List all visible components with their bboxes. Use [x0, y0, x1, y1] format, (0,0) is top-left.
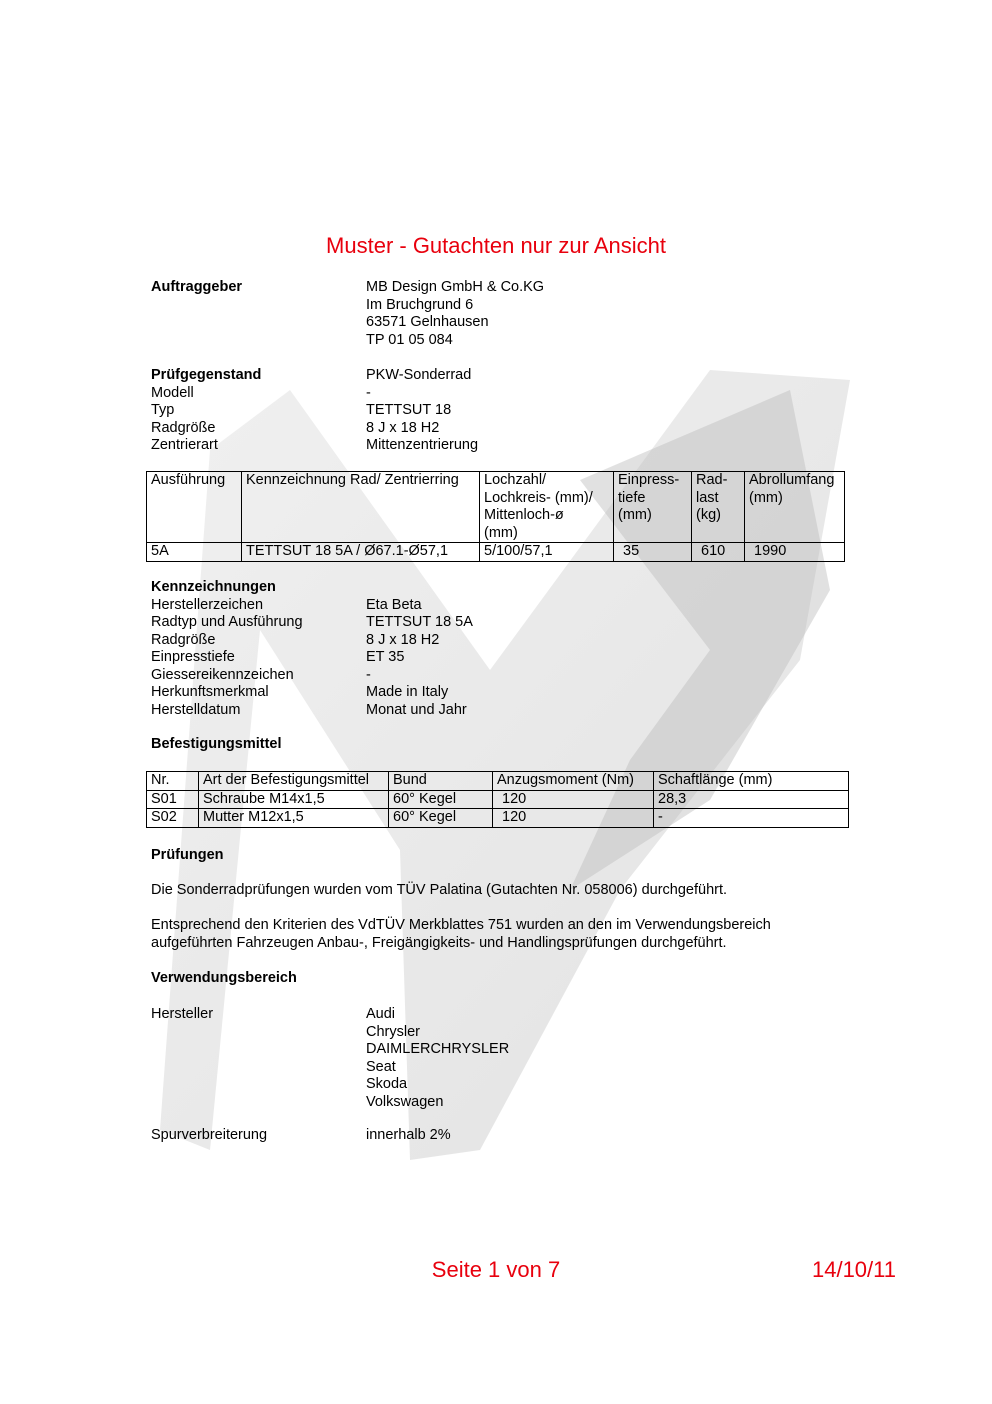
track-widening-row: [151, 1127, 451, 1145]
manufacturer-item: Seat: [366, 1058, 396, 1075]
scope-heading: Verwendungsbereich: [151, 970, 297, 986]
table-cell: 120: [493, 790, 654, 809]
field-value: -: [366, 384, 371, 401]
client-line: MB Design GmbH & Co.KG: [366, 279, 545, 295]
table-header-cell: Nr.: [147, 772, 199, 791]
field-label: Typ: [151, 402, 175, 418]
table-cell: 5A: [147, 543, 242, 562]
table-cell: Schraube M14x1,5: [199, 790, 389, 809]
table-cell: -: [654, 809, 849, 828]
client-line: Im Bruchgrund 6: [366, 296, 474, 313]
table-cell: 35: [614, 543, 692, 562]
table-row: [147, 809, 849, 828]
field-label: Einpresstiefe: [151, 649, 235, 665]
manufacturer-item: Audi: [366, 1006, 396, 1022]
field-label: Herstelldatum: [151, 701, 241, 718]
manufacturer-item: Chrysler: [366, 1023, 420, 1040]
document-title: Muster - Gutachten nur zur Ansicht: [326, 233, 666, 258]
table-header-row: [147, 472, 845, 543]
document-date: 14/10/11: [811, 1257, 896, 1282]
table-header-cell: Rad- last (kg): [692, 472, 745, 543]
table-cell: 28,3: [654, 790, 849, 809]
table-header-row: [147, 772, 849, 791]
field-label: Giessereikennzeichen: [151, 666, 294, 683]
client-line: TP 01 05 084: [366, 331, 453, 348]
paragraph-line: Entsprechend den Kriterien des VdTÜV Merkblattes 751 wurden an den im Verwendungsbereich: [151, 917, 771, 933]
markings-section: [151, 579, 473, 719]
table-header-cell: Lochzahl/ Lochkreis- (mm)/ Mittenloch-ø (mm): [480, 472, 614, 543]
table-cell: Mutter M12x1,5: [199, 809, 389, 828]
client-label: Auftraggeber: [151, 279, 243, 295]
field-value: 8 J x 18 H2: [366, 419, 440, 436]
table-cell: 60° Kegel: [389, 790, 493, 809]
field-value: -: [366, 666, 371, 683]
track-widening-value: innerhalb 2%: [366, 1127, 451, 1143]
table-header-cell: Bund: [389, 772, 493, 791]
test-object-section: [151, 367, 478, 455]
field-label: Radgröße: [151, 419, 216, 436]
paragraph-line: aufgeführten Fahrzeugen Anbau-, Freigängigkeits- und Handlingsprüfungen durchgeführt.: [151, 934, 727, 951]
manufacturers-section: [151, 1006, 509, 1111]
fasteners-table: [146, 771, 849, 828]
tests-paragraph: Die Sonderradprüfungen wurden vom TÜV Palatina (Gutachten Nr. 058006) durchgeführt.: [151, 882, 728, 898]
table-cell: 610: [692, 543, 745, 562]
table-header-cell: Schaftlänge (mm): [654, 772, 849, 791]
field-label: Herstellerzeichen: [151, 596, 264, 613]
table-row: [147, 790, 849, 809]
manufacturers-label: Hersteller: [151, 1006, 214, 1022]
table-cell: 1990: [745, 543, 845, 562]
test-object-heading: Prüfgegenstand: [151, 367, 262, 383]
manufacturer-item: Skoda: [366, 1076, 408, 1092]
field-label: Herkunftsmerkmal: [151, 684, 269, 700]
test-object-value: PKW-Sonderrad: [366, 367, 472, 383]
markings-heading: Kennzeichnungen: [151, 579, 276, 595]
field-label: Radtyp und Ausführung: [151, 614, 303, 630]
field-label: Zentrierart: [151, 437, 218, 453]
manufacturer-item: Volkswagen: [366, 1093, 444, 1110]
wheel-table: [146, 471, 845, 562]
table-header-cell: Ausführung: [147, 472, 242, 543]
table-cell: 120: [493, 809, 654, 828]
field-value: ET 35: [366, 649, 405, 665]
track-widening-label: Spurverbreiterung: [151, 1127, 268, 1143]
field-value: Eta Beta: [366, 596, 422, 613]
table-header-cell: Abrollumfang (mm): [745, 472, 845, 543]
tests-heading: Prüfungen: [151, 847, 224, 863]
client-section: [151, 279, 544, 349]
field-value: TETTSUT 18: [366, 402, 452, 418]
client-line: 63571 Gelnhausen: [366, 314, 489, 330]
table-header-cell: Anzugsmoment (Nm): [493, 772, 654, 791]
field-label: Radgröße: [151, 631, 216, 648]
table-cell: S01: [147, 790, 199, 809]
table-header-cell: Kennzeichnung Rad/ Zentrierring: [242, 472, 480, 543]
field-value: Mittenzentrierung: [366, 437, 479, 453]
field-value: Made in Italy: [366, 684, 449, 700]
fasteners-heading: Befestigungsmittel: [151, 736, 282, 752]
field-label: Modell: [151, 384, 194, 401]
table-cell: TETTSUT 18 5A / Ø67.1-Ø57,1: [242, 543, 480, 562]
tests-paragraph-2: [151, 917, 771, 952]
table-header-cell: Einpress- tiefe (mm): [614, 472, 692, 543]
field-value: Monat und Jahr: [366, 701, 467, 718]
page-number: Seite 1 von 7: [431, 1257, 561, 1282]
field-value: 8 J x 18 H2: [366, 631, 440, 648]
table-row: [147, 543, 845, 562]
field-value: TETTSUT 18 5A: [366, 614, 473, 630]
table-cell: 5/100/57,1: [480, 543, 614, 562]
table-header-cell: Art der Befestigungsmittel: [199, 772, 389, 791]
table-cell: 60° Kegel: [389, 809, 493, 828]
table-cell: S02: [147, 809, 199, 828]
manufacturer-item: DAIMLERCHRYSLER: [366, 1041, 510, 1057]
